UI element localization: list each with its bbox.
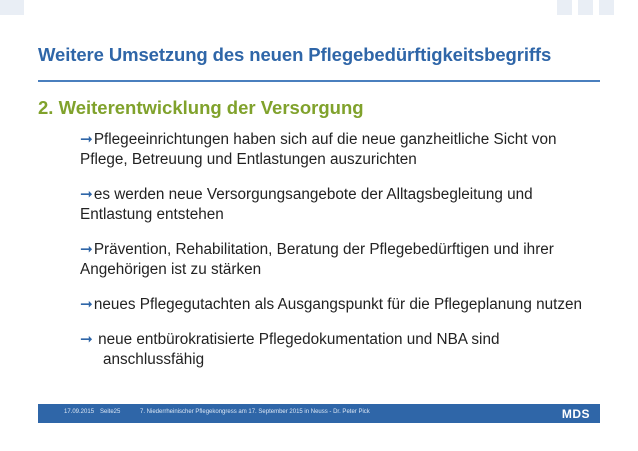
bullet-item (80, 185, 600, 225)
title-divider (38, 80, 600, 82)
decor-square (557, 0, 572, 15)
bullet-item (80, 240, 600, 280)
slide-subtitle: 2. Weiterentwicklung der Versorgung (38, 97, 364, 118)
slide-title: Weitere Umsetzung des neuen Pflegebedürftigkeitsbegriffs (38, 44, 552, 65)
footer-event-info: 7. Niederrheinischer Pflegekongress am 17. September 2015 in Neuss - Dr. Peter Pick (140, 409, 370, 415)
bullet-item (80, 295, 600, 315)
bullet-text: Pflegeeinrichtungen haben sich auf die neue ganzheitliche Sicht von Pflege, Betreuung und Entlastungen auszurichten (80, 131, 557, 168)
arrow-icon: ➞ (80, 186, 93, 203)
arrow-icon: ➞ (80, 241, 93, 258)
top-left-square (0, 0, 24, 15)
decor-square (599, 0, 614, 15)
bullet-item (80, 330, 600, 370)
footer-page-number: Seite25 (100, 409, 121, 415)
top-decoration (0, 0, 638, 17)
arrow-icon: ➞ (80, 131, 93, 148)
footer-date: 17.09.2015 (64, 409, 95, 415)
bullet-text: neue entbürokratisierte Pflegedokumentation und NBA sind (93, 331, 500, 348)
mds-logo: MDS (561, 407, 590, 421)
bullet-list (80, 130, 600, 385)
bullet-text: es werden neue Versorgungsangebote der Alltagsbegleitung und Entlastung entstehen (80, 186, 533, 223)
bullet-text: neues Pflegegutachten als Ausgangspunkt für die Pflegeplanung nutzen (93, 296, 582, 313)
footer-bar (38, 404, 600, 423)
bullet-first-line (80, 330, 600, 350)
bullet-continuation: anschlussfähig (103, 351, 205, 368)
top-right-squares (557, 0, 614, 15)
bullet-item (80, 130, 600, 170)
arrow-icon: ➞ (80, 331, 93, 348)
arrow-icon: ➞ (80, 296, 93, 313)
decor-square (578, 0, 593, 15)
bullet-text: Prävention, Rehabilitation, Beratung der Pflegebedürftigen und ihrer Angehörigen ist zu stärken (80, 241, 554, 278)
